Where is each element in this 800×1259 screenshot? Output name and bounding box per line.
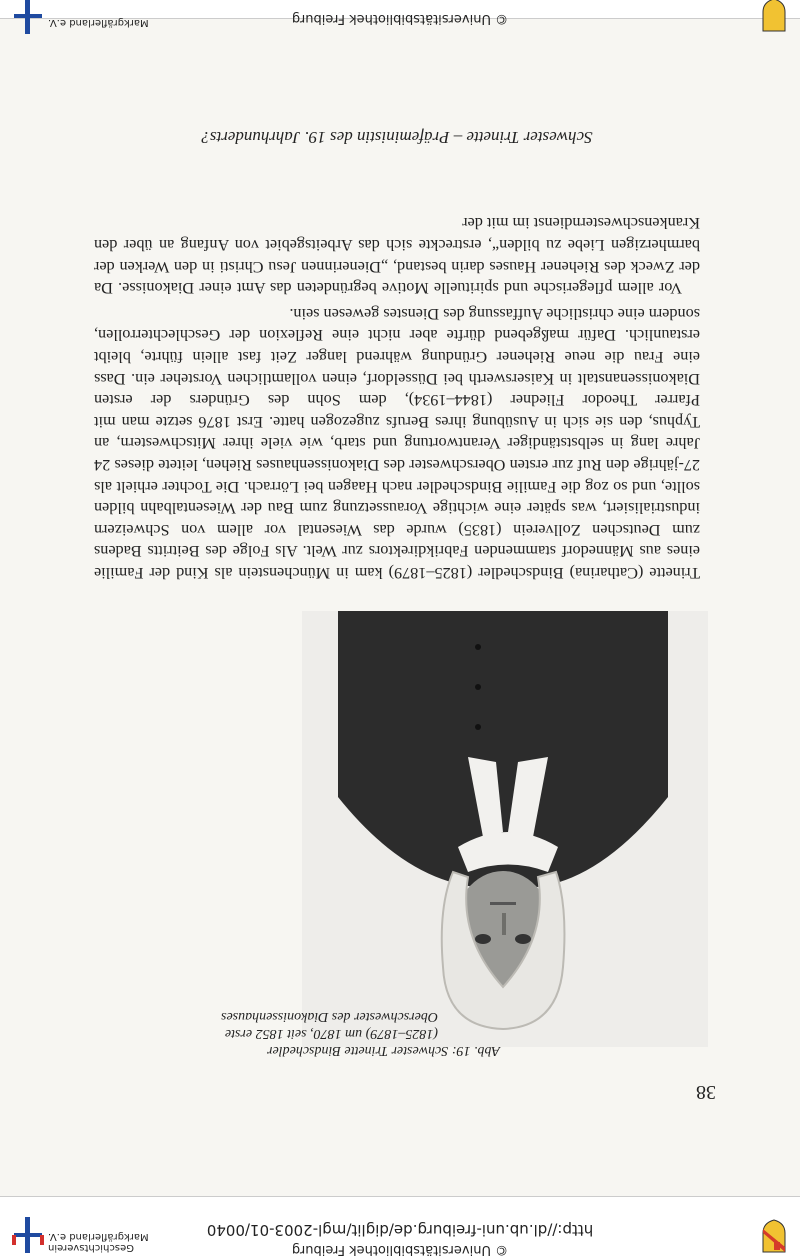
document-url[interactable]: http://dl.ub.uni-freiburg.de/diglit/mgl-2003-01/0040 bbox=[206, 1221, 594, 1239]
caption-line-1: Abb. 19: Schwester Trinette Bindschedler bbox=[267, 1043, 500, 1058]
paragraph-2: Vor allem pflegerische und spirituelle Motive begründeten das Amt einer Diakonisse. Da der Zweck des Riehener Hauses darin bestand, „Dienerinnen Jesu Christi in den Werken der barmherzigen Liebe zu bilden“, erstreckte sich das Arbeitsgebiet von Anfang an über den Krankenschwesterndienst im mit der bbox=[94, 214, 700, 298]
footer-society-name: Markgräflerland e.V. bbox=[48, 17, 149, 28]
geschichtsverein-crest-icon bbox=[762, 1219, 786, 1253]
figure-caption bbox=[100, 1008, 500, 1059]
body-text bbox=[94, 208, 700, 583]
viewer-header bbox=[0, 1196, 800, 1259]
society-line-2: Markgräflerland e.V. bbox=[48, 1231, 149, 1242]
caption-line-2: (1825–1879) um 1870, seit 1852 erste bbox=[224, 1026, 438, 1041]
viewer-footer bbox=[0, 0, 800, 28]
universitaetsbibliothek-logo-icon bbox=[10, 1215, 46, 1255]
footer-university-library-credit: © Universitätsbibliothek Freiburg bbox=[291, 11, 509, 26]
portrait-photo bbox=[302, 611, 708, 1047]
society-name bbox=[48, 1231, 149, 1253]
university-library-credit: © Universitätsbibliothek Freiburg bbox=[291, 1242, 509, 1257]
geschichtsverein-crest-icon bbox=[762, 0, 786, 32]
section-heading: Schwester Trinette – Präfeministin des 19. Jahrhunderts? bbox=[201, 128, 593, 147]
page-number: 38 bbox=[696, 1081, 716, 1103]
paragraph-1: Trinette (Catharina) Bindschedler (1825–1879) kam in Münchenstein als Kind der Familie eines aus Männedorf stammenden Fabrikdirektors zur Welt. Als Folge des Beitritts Badens zum Deutschen Zollverein (1835) wurde das Wiesental vor allem von Schweizern industrialisiert, was später eine wichtige Voraussetzung zum Bau der Wiesentalbahn bilden sollte, und so zog die Familie Bindschedler nach Haagen bei Lörrach. Die Tochter erhielt als 27-jährige den Ruf zur ersten Oberschwester des Diakonissenhauses Riehen, leitete dieses 24 Jahre lang in selbstständiger Verantwortung und starb, wie viele ihrer Mitschwestern, an Typhus, den sie sich in Ausübung ihres Berufs zugezogen hatte. Erst 1876 setzte man mit Pfarrer Theodor Fliedner (1844–1934), dem Sohn des Gründers der ersten Diakonissenanstalt in Kaiserswerth bei Düsseldorf, einen vollamtlichen Vorsteher ein. Dass eine Frau die neue Riehener Gründung während langer Zeit fast allein führte, bleibt erstaunlich. Dafür maßgebend dürfte aber nicht eine Reflexion der Geschlechterrollen, sondern eine christliche Auffassung des Dienstes gewesen sein. bbox=[94, 304, 700, 582]
caption-line-3: Oberschwester des Diakonissenhauses bbox=[221, 1009, 438, 1024]
society-line-1: Geschichtsverein bbox=[48, 1242, 134, 1253]
universitaetsbibliothek-logo-icon bbox=[10, 0, 46, 36]
